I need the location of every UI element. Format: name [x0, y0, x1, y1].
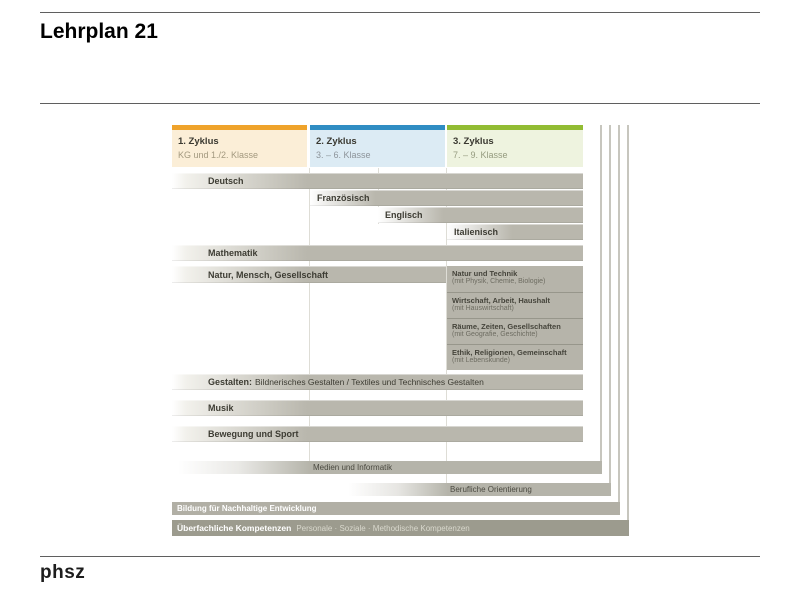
divider-under-title: [40, 103, 760, 104]
wirtschaft-title: Wirtschaft, Arbeit, Haushalt: [452, 296, 551, 305]
natur-und-technik-detail: (mit Physik, Chemie, Biologie): [452, 278, 546, 286]
bar-wirtschaft-arbeit-haushalt: [447, 292, 583, 318]
bar-bildung-nachhaltige-entwicklung: Bildung für Nachhaltige Entwicklung: [172, 502, 620, 515]
bar-natur-und-technik: [447, 266, 583, 292]
gestalten-detail: Bildnerisches Gestalten / Textiles und Technisches Gestalten: [255, 377, 484, 387]
bar-deutsch: Deutsch: [172, 173, 583, 189]
zyklus-3-title: 3. Zyklus: [453, 136, 494, 147]
header-zyklus-2: [310, 125, 445, 167]
frame-line-berufliche: [609, 125, 611, 483]
frame-line-medien: [600, 125, 602, 461]
header-zyklus-3: [447, 125, 583, 167]
zyklus-1-subtitle: KG und 1./2. Klasse: [178, 149, 259, 160]
gestalten-prefix: Gestalten:: [208, 377, 253, 387]
page-title: Lehrplan 21: [40, 20, 158, 43]
bar-ueberfachliche-kompetenzen: [172, 520, 629, 536]
bar-medien-und-informatik: Medien und Informatik: [178, 461, 602, 474]
ethik-title: Ethik, Religionen, Gemeinschaft: [452, 348, 567, 357]
column-separator-1: [309, 168, 310, 461]
bar-italienisch: Italienisch: [447, 224, 583, 240]
zyklus-3-subtitle: 7. – 9. Klasse: [453, 149, 508, 160]
frame-line-bne: [618, 125, 620, 502]
wirtschaft-detail: (mit Hauswirtschaft): [452, 305, 514, 313]
raeume-detail: (mit Geografie, Geschichte): [452, 331, 538, 339]
bar-gestalten: [172, 374, 583, 390]
header-zyklus-1: [172, 125, 307, 167]
phsz-logo: phsz: [40, 562, 86, 583]
zyklus-1-title: 1. Zyklus: [178, 136, 219, 147]
natur-und-technik-title: Natur und Technik: [452, 269, 518, 278]
zyklus-2-title: 2. Zyklus: [316, 136, 357, 147]
divider-bottom: [40, 556, 760, 557]
bar-musik: Musik: [172, 400, 583, 416]
frame-line-uek: [627, 125, 629, 520]
bar-franzoesisch: Französisch: [310, 190, 583, 206]
bar-mathematik: Mathematik: [172, 245, 583, 261]
raeume-title: Räume, Zeiten, Gesellschaften: [452, 322, 561, 331]
divider-top: [40, 12, 760, 13]
bar-englisch: Englisch: [378, 207, 583, 223]
bar-natur-mensch-gesellschaft: Natur, Mensch, Gesellschaft: [172, 266, 446, 283]
bar-bewegung-und-sport: Bewegung und Sport: [172, 426, 583, 442]
zyklus-2-subtitle: 3. – 6. Klasse: [316, 149, 371, 160]
bar-raeume-zeiten-gesellschaften: [447, 318, 583, 344]
uek-title: Überfachliche Kompetenzen: [177, 523, 292, 533]
uek-subtitle: Personale · Soziale · Methodische Kompetenzen: [296, 523, 470, 533]
bar-ethik-religionen-gemeinschaft: [447, 344, 583, 370]
bar-berufliche-orientierung: Berufliche Orientierung: [348, 483, 611, 496]
ethik-detail: (mit Lebenskunde): [452, 357, 510, 365]
